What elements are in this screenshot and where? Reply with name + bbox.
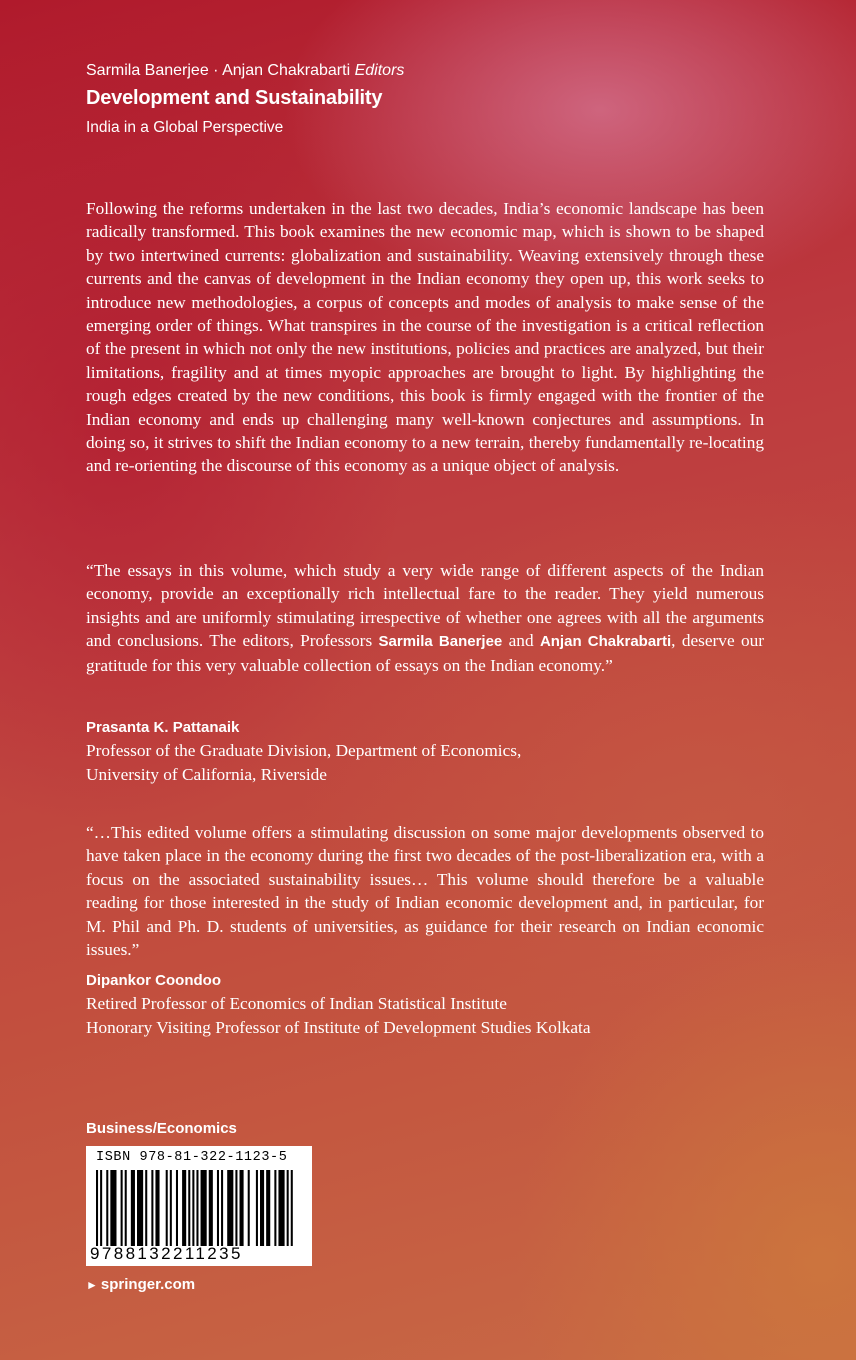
barcode-bar xyxy=(260,1170,264,1246)
ean-digits: 9788132211235 xyxy=(90,1244,243,1263)
quote2-affiliation-line1: Retired Professor of Economics of Indian Statistical Institute xyxy=(86,994,507,1014)
publisher-link[interactable] xyxy=(86,1276,195,1293)
barcode-bar xyxy=(201,1170,207,1246)
barcode-bar xyxy=(196,1170,198,1246)
barcode-bar xyxy=(274,1170,276,1246)
barcode-bar xyxy=(182,1170,186,1246)
barcode-bar xyxy=(166,1170,168,1246)
quote1-affiliation-line2: University of California, Riverside xyxy=(86,764,327,784)
barcode-bar xyxy=(266,1170,270,1246)
editors-names: Sarmila Banerjee · Anjan Chakrabarti xyxy=(86,62,351,79)
barcode-bar xyxy=(155,1170,159,1246)
subject-category: Business/Economics xyxy=(86,1120,237,1137)
book-description: Following the reforms undertaken in the last two decades, India’s economic landscape has been radically transformed. This book examines the new economic map, which is shown to be shaped by two intertwined currents: globalization and sustainability. Weaving extensively through these currents and the canvas of development in the Indian economy they open up, this work seeks to introduce new methodologies, a corpus of concepts and modes of analysis to make sense of the emerging order of things. What transpires in the course of the investigation is a critical reflection of the present in which not only the new institutions, policies and practices are analyzed, but their limitations, fragility and at times myopic approaches are brought to light. By highlighting the rough edges created by the new conditions, this book is firmly engaged with the frontier of the Indian economy and ends up challenging many well-known conjectures and assumptions. In doing so, it strives to shift the Indian economy to a new terrain, thereby fundamentally re-locating and re-orienting the discourse of this economy as a unique object of analysis. xyxy=(86,199,764,476)
quote2-author: Dipankor Coondoo xyxy=(86,972,221,989)
barcode-bar xyxy=(217,1170,219,1246)
barcode-bar xyxy=(227,1170,233,1246)
barcode-bars xyxy=(94,1170,304,1246)
cover-header xyxy=(86,60,404,139)
barcode-bar xyxy=(291,1170,293,1246)
quote1-editor-name-2: Anjan Chakrabarti xyxy=(539,633,672,651)
quote1-editor-name-1: Sarmila Banerjee xyxy=(378,633,503,651)
arrow-right-icon: ► xyxy=(86,1278,98,1292)
barcode-bar xyxy=(248,1170,250,1246)
barcode-bar xyxy=(192,1170,194,1246)
barcode-bar xyxy=(188,1170,190,1246)
barcode-bar xyxy=(100,1170,102,1246)
barcode-bar xyxy=(278,1170,284,1246)
barcode-bar xyxy=(121,1170,123,1246)
endorsement-quote-1 xyxy=(86,559,764,677)
book-title: Development and Sustainability xyxy=(86,87,383,109)
endorsement-attribution-1 xyxy=(86,716,521,786)
barcode-bar xyxy=(151,1170,153,1246)
barcode-bar xyxy=(256,1170,258,1246)
quote1-connector: and xyxy=(502,631,540,651)
barcode-bar xyxy=(131,1170,135,1246)
endorsement-attribution-2 xyxy=(86,969,591,1039)
barcode-bar xyxy=(137,1170,143,1246)
book-subtitle: India in a Global Perspective xyxy=(86,119,284,136)
barcode-bar xyxy=(145,1170,147,1246)
barcode-bar xyxy=(221,1170,223,1246)
quote1-text-part2: , deserve our gratitude for this very valuable collection of essays on the Indian economy.” xyxy=(86,631,764,675)
barcode-bar xyxy=(240,1170,244,1246)
barcode-bar xyxy=(209,1170,213,1246)
quote1-author: Prasanta K. Pattanaik xyxy=(86,719,240,736)
publisher-url: springer.com xyxy=(100,1276,196,1293)
quote2-affiliation-line2: Honorary Visiting Professor of Institute of Development Studies Kolkata xyxy=(86,1017,591,1037)
quote1-affiliation-line1: Professor of the Graduate Division, Department of Economics, xyxy=(86,741,522,761)
barcode-bar xyxy=(235,1170,237,1246)
editors-role: Editors xyxy=(354,62,405,79)
isbn-label: ISBN 978-81-322-1123-5 xyxy=(96,1150,288,1165)
barcode-bar xyxy=(96,1170,98,1246)
barcode-bar xyxy=(110,1170,116,1246)
barcode-bar xyxy=(170,1170,172,1246)
isbn-barcode xyxy=(86,1146,312,1266)
endorsement-quote-2: “…This edited volume offers a stimulating discussion on some major developments observed to have taken place in the economy during the first two decades of the post-liberalization era, with a focus on the associated sustainability issues… This volume should therefore be a valuable reading for those interested in the study of Indian economic development and, in particular, for M. Phil and Ph. D. students of universities, as guidance for their research on Indian economic issues.” xyxy=(86,823,764,960)
barcode-bar xyxy=(125,1170,127,1246)
quote1-text-part1: “The essays in this volume, which study a very wide range of different aspects of the Indian economy, provide an exceptionally rich intellectual fare to the reader. They yield numerous insights and are uniformly stimulating irrespective of whether one agrees with all the arguments and conclusions. The editors, Professors xyxy=(86,561,764,651)
barcode-bar xyxy=(287,1170,289,1246)
editors-line xyxy=(86,60,404,82)
barcode-bar xyxy=(176,1170,178,1246)
barcode-bar xyxy=(106,1170,108,1246)
